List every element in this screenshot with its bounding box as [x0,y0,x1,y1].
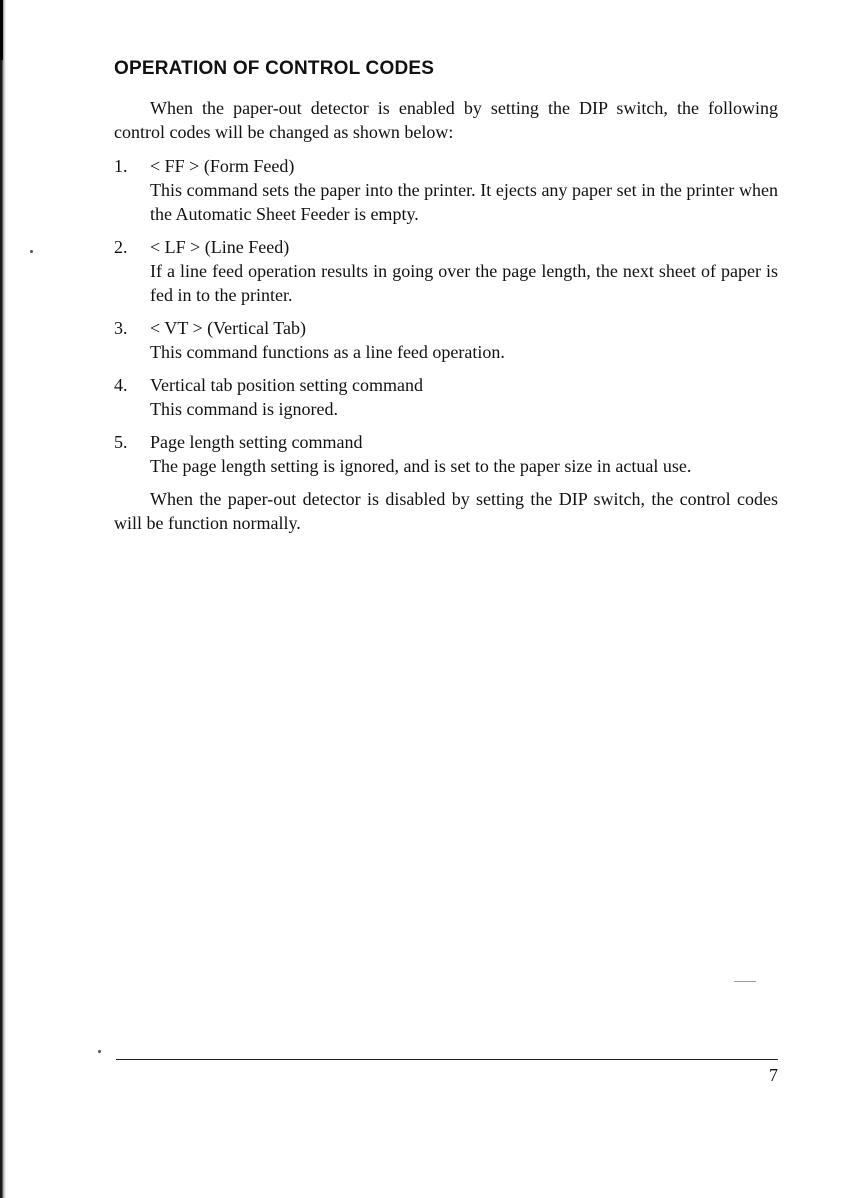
item-body [150,154,778,226]
item-text: The page length setting is ignored, and is set to the paper size in actual use. [150,456,692,476]
intro-paragraph: When the paper-out detector is enabled by setting the DIP switch, the following control codes will be changed as shown below: [114,98,778,142]
section-heading: OPERATION OF CONTROL CODES [114,58,435,79]
list-item [114,235,778,307]
closing-paragraph: When the paper-out detector is disabled by setting the DIP switch, the control codes will be function normally. [114,489,778,533]
item-text: This command sets the paper into the printer. It ejects any paper set in the printer when the Automatic Sheet Feeder is empty. [150,180,778,224]
list-item [114,430,778,478]
scan-speck [30,250,33,253]
item-title: Vertical tab position setting command [150,375,423,395]
page-number: 7 [769,1065,778,1085]
item-text: This command is ignored. [150,399,338,419]
item-body [150,235,778,307]
control-code-list [114,154,778,478]
item-title: < FF > (Form Feed) [150,156,295,176]
page-content [114,56,778,535]
item-body [150,430,778,478]
item-number: 5. [114,432,128,452]
list-item [114,373,778,421]
list-item [114,316,778,364]
item-text: If a line feed operation results in going over the page length, the next sheet of paper is fed in to the printer. [150,261,778,305]
item-title: < VT > (Vertical Tab) [150,318,307,338]
scan-speck [734,981,756,982]
item-number: 4. [114,375,128,395]
scan-edge-mark [0,0,3,60]
item-text: This command functions as a line feed operation. [150,342,505,362]
item-body [150,373,778,421]
footer-rule [116,1059,778,1060]
item-title: < LF > (Line Feed) [150,237,290,257]
item-title: Page length setting command [150,432,363,452]
item-body [150,316,778,364]
item-number: 2. [114,237,128,257]
scan-edge [0,0,6,1198]
item-number: 3. [114,318,128,338]
item-number: 1. [114,156,128,176]
scan-speck [98,1050,101,1053]
list-item [114,154,778,226]
